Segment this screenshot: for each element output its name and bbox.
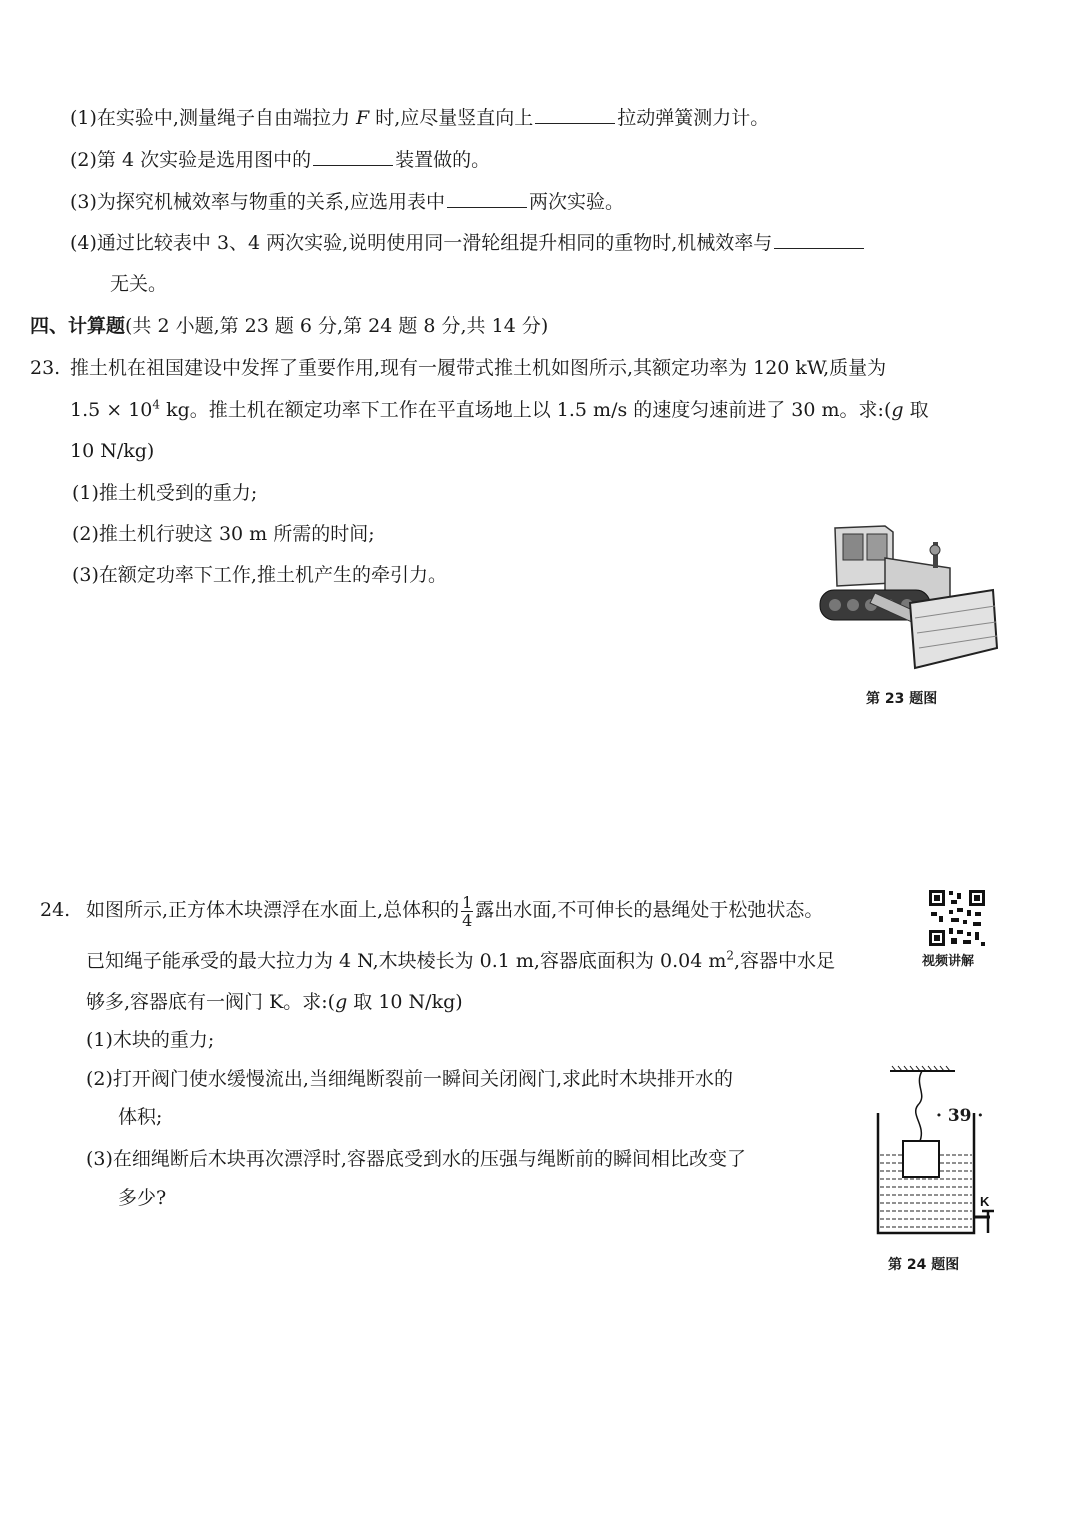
force-variable: F [356,107,370,129]
q23-sub-1: (1)推土机受到的重力; [72,482,258,504]
q23-line3: 10 N/kg) [70,440,155,462]
q24-sub-3-cont: 多少? [118,1187,167,1209]
q23-line2 [70,397,929,423]
q24-sub-3: (3)在细绳断后木块再次漂浮时,容器底受到水的压强与绳断前的瞬间相比改变了 [86,1148,746,1170]
q23-caption: 第 23 题图 [866,691,938,707]
qr-label: 视频讲解 [922,954,975,969]
q23-line1: 推土机在祖国建设中发挥了重要作用,现有一履带式推土机如图所示,其额定功率为 120 kW,质量为 [70,357,887,379]
fraction-denominator: 4 [462,910,473,930]
prev-item-1 [70,105,769,131]
prev-item-1-text: (1)在实验中,测量绳子自由端拉力 [70,107,356,129]
bulldozer-figure [815,518,1005,673]
prev-item-1-suffix: 拉动弹簧测力计。 [617,107,770,129]
prev-item-4-text: (4)通过比较表中 3、4 两次实验,说明使用同一滑轮组提升相同的重物时,机械效率与 [70,232,773,254]
q24-sub-1: (1)木块的重力; [86,1029,215,1051]
prev-item-2 [70,147,490,173]
q23-sub-3: (3)在额定功率下工作,推土机产生的牵引力。 [72,564,447,586]
answer-blank-4[interactable] [774,247,864,249]
q24-sub-2: (2)打开阀门使水缓慢流出,当细绳断裂前一瞬间关闭阀门,求此时木块排开水的 [86,1068,733,1090]
prev-item-2-suffix: 装置做的。 [395,149,491,171]
q23-number: 23. [30,357,61,379]
q24-line3-end: 取 10 N/kg) [347,991,463,1013]
q24-line3-text: 够多,容器底有一阀门 K。求:( [86,991,336,1013]
answer-blank-3[interactable] [447,206,527,208]
container-diagram [870,1065,1000,1245]
q24-line2 [86,948,835,974]
prev-item-1-mid: 时,应尽量竖直向上 [369,107,534,129]
prev-item-4 [70,230,866,256]
q24-line1 [86,893,823,929]
page-number: · 39 · [936,1106,984,1126]
prev-item-2-text: (2)第 4 次实验是选用图中的 [70,149,312,171]
q23-line2-text: kg。推土机在额定功率下工作在平直场地上以 1.5 m/s 的速度匀速前进了 30 m。求:( [160,399,892,421]
q24-g-symbol: g [335,991,348,1013]
answer-blank-2[interactable] [313,164,393,166]
area-exponent: 2 [726,948,735,963]
prev-item-3-suffix: 两次实验。 [528,191,624,213]
q24-caption: 第 24 题图 [888,1257,960,1273]
q24-line1-end: 露出水面,不可伸长的悬绳处于松弛状态。 [475,899,824,921]
wood-block [903,1141,939,1177]
section-note: (共 2 小题,第 23 题 6 分,第 24 题 8 分,共 14 分) [125,315,549,337]
q24-line2-end: ,容器中水足 [734,950,836,972]
bulldozer-icon [820,526,997,668]
qr-code-icon[interactable] [927,888,987,948]
q23-line2-end: 取 [903,399,929,421]
q23-sub-2: (2)推土机行驶这 30 m 所需的时间; [72,523,375,545]
prev-item-3 [70,189,624,215]
q23-mass-base: 1.5 × 10 [70,399,153,421]
one-quarter-fraction [461,894,473,929]
q24-number: 24. [40,899,71,921]
q23-g-symbol: g [891,399,904,421]
answer-blank-1[interactable] [535,122,615,124]
q24-line2-text: 已知绳子能承受的最大拉力为 4 N,木块棱长为 0.1 m,容器底面积为 0.04 m [86,950,727,972]
section-title: 四、计算题 [30,315,126,337]
rope [916,1071,922,1141]
section-heading [30,313,548,339]
q24-line3 [86,989,463,1015]
prev-item-3-text: (3)为探究机械效率与物重的关系,应选用表中 [70,191,445,213]
q24-line1-text: 如图所示,正方体木块漂浮在水面上,总体积的 [86,899,460,921]
q24-sub-2-cont: 体积; [118,1106,163,1128]
valve-label: K [980,1194,990,1209]
prev-item-4-cont: 无关。 [110,273,168,295]
q23-mass-exp: 4 [152,397,161,412]
fraction-numerator: 1 [462,892,473,912]
